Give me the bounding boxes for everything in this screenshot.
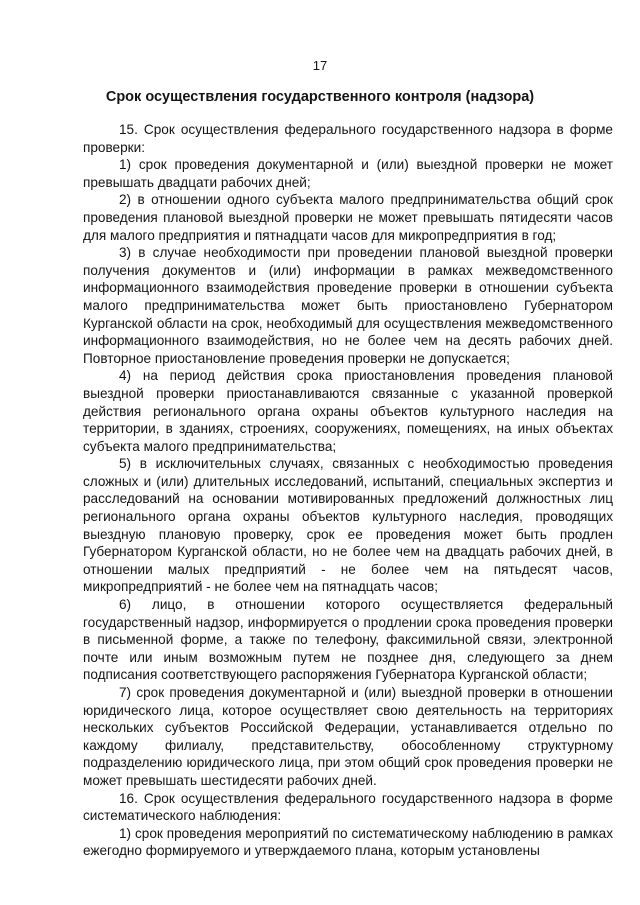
page-number: 17 bbox=[312, 58, 328, 73]
paragraph-15-item-7: 7) срок проведения документарной и (или) выездной проверки в отношении юридического лица, которое осуществляет свою деятельность на территориях нескольких субъектов Российской Федерации, устанавливается отдельно по каждому филиалу, представительству, обособленному структурному подразделению юридического лица, при этом общий срок проведения проверки не может превышать шестидесяти рабочих дней. bbox=[83, 685, 613, 788]
paragraph-16: 16. Срок осуществления федерального государственного надзора в форме систематического наблюдения: bbox=[83, 790, 613, 824]
paragraph-15-item-6: 6) лицо, в отношении которого осуществляется федеральный государственный надзор, информируется о продлении срока проведения проверки в письменной форме, а также по телефону, факсимильной связи, электронной почте или иным возможным путем не позднее дня, следующего за днем подписания соответствующего распоряжения Губернатора Курганской области; bbox=[83, 597, 613, 683]
paragraph-15-item-3: 3) в случае необходимости при проведении плановой выездной проверки получения документов и (или) информации в рамках межведомственного информационного взаимодействия проведение проверки в отношении субъекта малого предпринимательства может быть приостановлено Губернатором Курганской области на срок, необходимый для осуществления межведомственного информационного взаимодействия, но не более чем на десять рабочих дней. Повторное приостановление проведения проверки не допускается; bbox=[83, 245, 613, 366]
paragraph-15-item-4: 4) на период действия срока приостановления проведения плановой выездной проверки приостанавливаются связанные с указанной проверкой действия регионального органа охраны объектов культурного наследия на территории, в зданиях, строениях, сооружениях, помещениях, на иных объектах субъекта малого предпринимательства; bbox=[83, 368, 613, 454]
paragraph-16-item-1: 1) срок проведения мероприятий по систематическому наблюдению в рамках ежегодно формируемого и утверждаемого плана, которым установлены bbox=[83, 825, 613, 859]
paragraph-15: 15. Срок осуществления федерального государственного надзора в форме проверки: bbox=[83, 122, 613, 155]
document-body bbox=[83, 121, 613, 860]
paragraph-15-item-1: 1) срок проведения документарной и (или) выездной проверки не может превышать двадцати рабочих дней; bbox=[83, 157, 613, 190]
paragraph-15-item-5: 5) в исключительных случаях, связанных с необходимостью проведения сложных и (или) длительных исследований, испытаний, специальных экспертиз и расследований на основании мотивированных предложений должностных лиц регионального органа охраны объектов культурного наследия, проводящих выездную плановую проверку, срок ее проведения может быть продлен Губернатором Курганской области, но не более чем на двадцать рабочих дней, в отношении малых предприятий - не более чем на пятьдесят часов, микропредприятий - не более чем на пятнадцать часов; bbox=[83, 456, 613, 595]
paragraph-15-item-2: 2) в отношении одного субъекта малого предпринимательства общий срок проведения плановой выездной проверки не может превышать пятидесяти часов для малого предприятия и пятнадцати часов для микропредприятия в год; bbox=[83, 192, 613, 243]
section-heading: Срок осуществления государственного контроля (надзора) bbox=[105, 89, 535, 105]
